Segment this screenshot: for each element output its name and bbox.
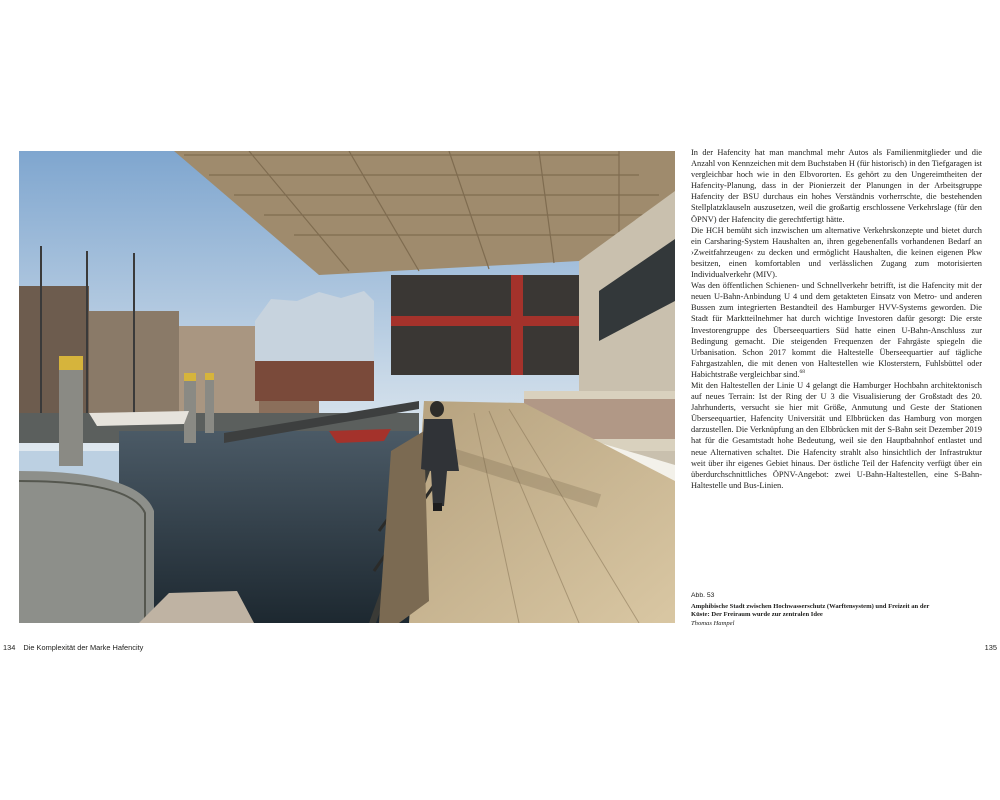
paragraph-public-transport	[691, 280, 982, 380]
running-title: Die Komplexität der Marke Hafencity	[23, 643, 144, 652]
caption-credit: Thomas Hampel	[691, 619, 735, 627]
footnote-marker: 68	[799, 369, 805, 376]
caption-label: Abb. 53	[691, 592, 715, 599]
paragraph-private-cars: In der Hafencity hat man manchmal mehr Autos als Familienmitglieder und die Anzahl von Kennzeichen mit dem Buchstaben H (für historisch) in den Tiefgaragen ist vergleichbar hoch wie in den Elbvororten. Es gehört zu den Ungereimtheiten der Hafencity-Planung, dass in der Pionierzeit der Planungen in der Arbeitsgruppe Hafencity der BSU durchaus ein hohes Verständnis vorherrschte, die bestehenden Stellplatzklauseln auszusetzen, weil die großartig erschlossene Verkehrslage (für den ÖPNV) der Hafencity die gerechtfertigt hätte.	[691, 148, 982, 224]
paragraph-carsharing: Die HCH bemüht sich inzwischen um alternative Verkehrskonzepte und bietet durch ein Carsharing-System Haushalten an, ihren gegebenenfalls vorhandenen Bedarf an ›Zweitfahrzeugen‹ zu decken und ermöglicht Haushalten, die keinen eigenen Pkw besitzen, einen komfortablen und verlässlichen Zugang zum motorisierten Individualverkehr (MIV).	[691, 225, 982, 280]
footer-left	[3, 643, 143, 652]
harbour-photo	[19, 151, 675, 623]
figure-caption	[691, 592, 931, 628]
right-page-number: 135	[984, 643, 997, 652]
footer-right	[985, 643, 997, 652]
paragraph-u4-line: Mit den Haltestellen der Linie U 4 gelangt die Hamburger Hochbahn architektonisch auf neues Terrain: Ist der Ring der U 3 die Visualisierung der Großstadt des 20. Jahrhunderts, versucht sie hier mit Größe, Anmutung und Geste der Stationen Überseequartier, Hafencity Universität und Elbbrücken das Hamburg von morgen darzustellen. Die Verknüpfung an den Elbbrücken mit der S-Bahn seit Dezember 2019 hat für die Gesamtstadt hohe Bedeutung, weil sie den Hauptbahnhof entlastet und neue Alternativen schaltet. Die Hafencity strahlt also hinsichtlich der Infrastruktur weit über ihr eigenes Gebiet hinaus. Der östliche Teil der Hafencity verfügt über ein überdurchschnittliches ÖPNV-Angebot: zwei U-Bahn-Haltestellen, eine S-Bahn-Haltestelle und Bus-Linien.	[691, 380, 982, 490]
left-page-number: 134	[3, 643, 16, 652]
body-text	[691, 147, 982, 491]
caption-title: Amphibische Stadt zwischen Hochwasserschutz (Warftensystem) und Freizeit an der Küste: Der Freiraum wurde zur zentralen Idee	[691, 602, 930, 619]
paragraph-public-transport-text: Was den öffentlichen Schienen- und Schnellverkehr betrifft, ist die Hafencity mit der neuen U-Bahn-Anbindung U 4 und dem getakteten Einsatz von Metro- und anderen Bussen zum integrierten Bestandteil des Hamburger HVV-Systems geworden. Die Stadt für Marktteilnehmer hat durch wichtige Investoren dafür gesorgt: Die erste Investorengruppe des Überseequartiers Süd hatte einen U-Bahn-Anschluss zur Bedingung gemacht. Die steigenden Frequenzen der Fahrgäste spiegeln die Urbanisation. Schon 2017 kommt die Haltestelle Überseequartier auf tägliche Fahrgastzahlen, die mit denen von Haltestellen wie Klosterstern, Fuhlsbüttel oder Habichtstraße vergleichbar sind.	[691, 281, 982, 379]
